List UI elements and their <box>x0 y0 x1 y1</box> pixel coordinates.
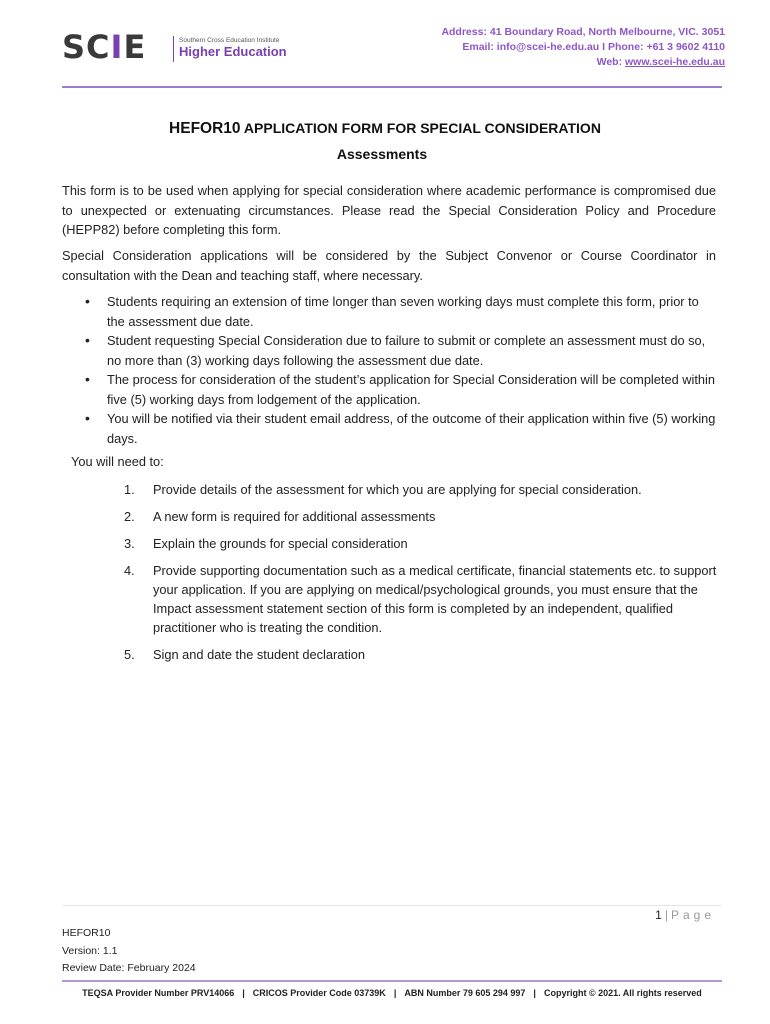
list-item: • Student requesting Special Consideration due to failure to submit or complete an assessment must do so, no more than (3) working days following the assessment due date. <box>85 331 720 370</box>
page-number: 1 | Page <box>655 908 715 922</box>
scei-logo <box>62 28 302 66</box>
form-title-text: APPLICATION FORM FOR SPECIAL CONSIDERATION <box>240 120 601 136</box>
meta-form-code: HEFOR10 <box>62 927 111 939</box>
list-item: 5. Sign and date the student declaration <box>124 647 366 662</box>
web-link[interactable]: www.scei-he.edu.au <box>625 56 725 68</box>
logo-divider <box>173 36 174 62</box>
abn-number: ABN Number 79 605 294 997 <box>404 988 526 998</box>
form-subtitle: Assessments <box>336 146 428 162</box>
copyright: Copyright © 2021. All rights reserved <box>543 988 702 998</box>
list-item: • Students requiring an extension of time longer than seven working days must complete this form, prior to the assessment due date. <box>85 292 720 331</box>
list-item: 3. Explain the grounds for special consideration <box>124 536 408 551</box>
list-item: 4. Provide supporting documentation such as a medical certificate, financial statements etc. to support your application. If you are applying on medical/psychological grounds, you must ensure that the Impact assessment statement section of this form is completed by an independent, qualified practitioner who is treating the condition. <box>124 563 717 635</box>
steps-list <box>124 480 724 664</box>
list-item: 2. A new form is required for additional assessments <box>124 509 436 524</box>
form-title <box>0 120 770 138</box>
form-code: HEFOR10 <box>169 120 241 137</box>
logo-wordmark: SCIE <box>62 28 147 66</box>
header-divider <box>62 86 722 88</box>
footer-divider <box>62 980 722 982</box>
need-heading: You will need to: <box>71 454 164 469</box>
logo-tagline: Southern Cross Education Institute <box>179 37 280 44</box>
list-item: • The process for consideration of the student’s application for Special Consideration will be completed within five (5) working days from lodgement of the application. <box>85 370 720 409</box>
email-phone-line: Email: info@scei-he.edu.au I Phone: +61 3 9602 4110 <box>462 41 725 53</box>
document-meta <box>62 925 196 978</box>
list-item: • You will be notified via their student email address, of the outcome of their application within five (5) working days. <box>85 409 720 448</box>
meta-review-date: Review Date: February 2024 <box>62 962 196 974</box>
list-item: 1. Provide details of the assessment for which you are applying for special consideration. <box>124 482 642 497</box>
address-line: Address: 41 Boundary Road, North Melbourne, VIC. 3051 <box>441 26 725 38</box>
footer-provider-line: TEQSA Provider Number PRV14066 | CRICOS Provider Code 03739K | ABN Number 79 605 294 997 | Copyright © 2021. All rights reserved <box>82 988 702 998</box>
contact-block <box>441 25 725 70</box>
cricos-code: CRICOS Provider Code 03739K <box>252 988 386 998</box>
requirements-list <box>85 292 720 448</box>
web-line <box>441 55 725 70</box>
intro-paragraph: This form is to be used when applying for special consideration where academic performance is compromised due to unexpected or extenuating circumstances. Please read the Special Consideration Policy and Procedure (HEPP82) before completing this form. <box>62 183 716 237</box>
web-label: Web: <box>596 56 626 68</box>
teqsa-number: TEQSA Provider Number PRV14066 <box>82 988 235 998</box>
footer-top-divider <box>62 905 722 906</box>
logo-main-text: Higher Education <box>179 44 287 59</box>
meta-version: Version: 1.1 <box>62 944 118 957</box>
consideration-paragraph: Special Consideration applications will be considered by the Subject Convenor or Course Coordinator in consultation with the Dean and teaching staff, where necessary. <box>62 248 716 283</box>
